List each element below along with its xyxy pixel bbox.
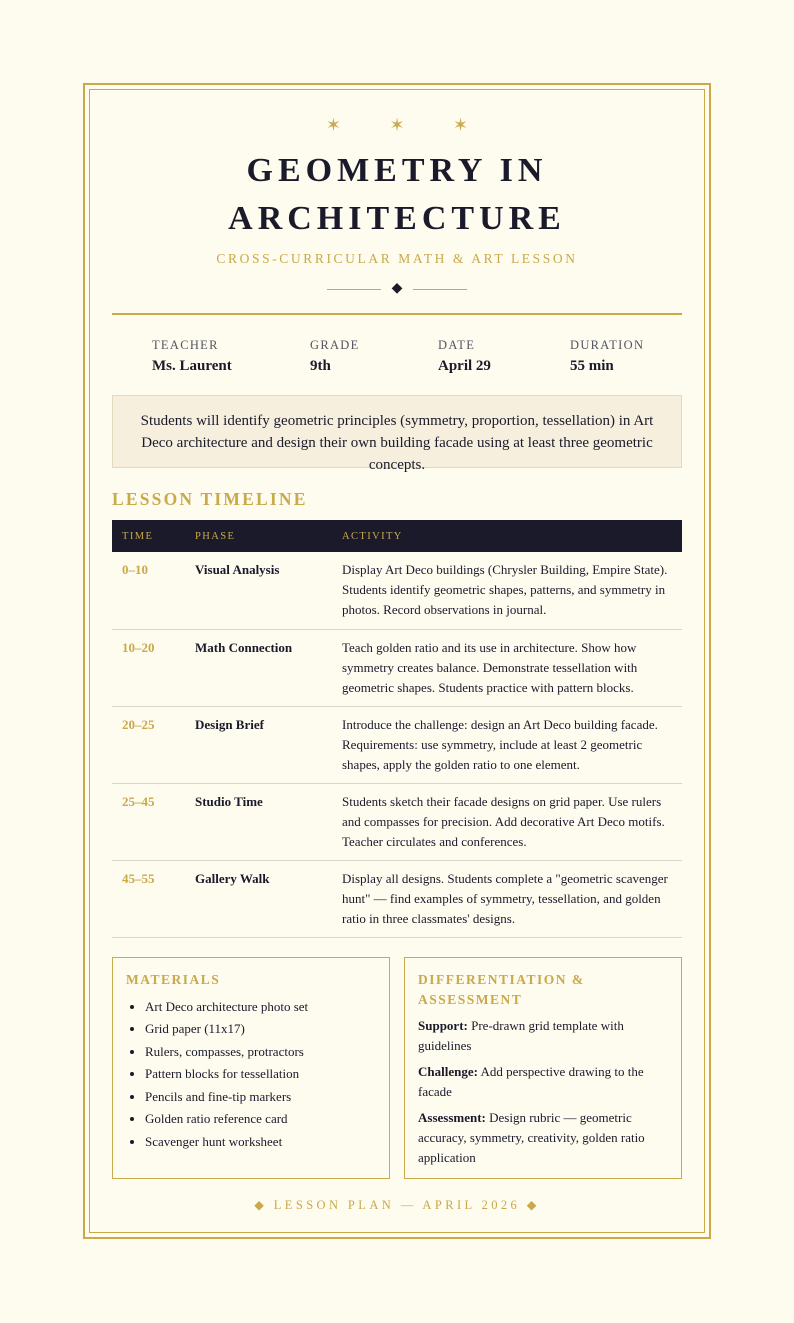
timeline-title: LESSON TIMELINE — [112, 489, 308, 509]
activity-cell: Display all designs. Students complete a "geometric scavenger hunt" — find examples of symmetry, tessellation, and golden ratio in three classmates' designs. — [332, 860, 682, 937]
list-item: • Rulers, compasses, protractors — [145, 1041, 376, 1064]
title-line-1: GEOMETRY IN — [246, 152, 548, 189]
learning-objective: Students will identify geometric principles (symmetry, proportion, tessellation) in Art Deco architecture and design their own building facade using at least three geometric concepts. — [112, 395, 682, 468]
star-ornament-icon: ✶ ✶ ✶ — [325, 115, 491, 135]
phase-cell: Gallery Walk — [185, 860, 332, 937]
support-text: Pre-drawn grid template with guidelines — [418, 1017, 624, 1053]
time-cell: 0–10 — [112, 552, 185, 629]
meta-grade — [310, 337, 360, 376]
table-header-row — [112, 520, 682, 552]
page-title — [112, 147, 682, 243]
lesson-meta — [112, 315, 682, 395]
diamond-icon: ◆ — [391, 281, 403, 296]
time-cell: 45–55 — [112, 860, 185, 937]
column-header-activity: ACTIVITY — [342, 530, 403, 542]
page-footer: ◆ LESSON PLAN — APRIL 2026 ◆ — [254, 1197, 540, 1212]
meta-label: DURATION — [570, 338, 645, 352]
assessment-label: Assessment: — [418, 1109, 486, 1125]
meta-label: TEACHER — [152, 338, 219, 352]
challenge-note — [418, 1062, 668, 1102]
list-item: • Pattern blocks for tessellation — [145, 1063, 376, 1086]
column-header-time: TIME — [122, 530, 154, 542]
info-cards — [112, 957, 682, 1179]
list-item: • Golden ratio reference card — [145, 1108, 376, 1131]
materials-list — [126, 996, 376, 1154]
meta-value: Ms. Laurent — [152, 358, 232, 374]
title-line-2: ARCHITECTURE — [228, 200, 566, 237]
list-item: • Scavenger hunt worksheet — [145, 1131, 376, 1154]
support-label: Support: — [418, 1017, 468, 1033]
assessment-note — [418, 1108, 668, 1168]
table-row — [112, 860, 682, 937]
support-note — [418, 1016, 668, 1056]
divider-line — [327, 289, 381, 290]
activity-cell: Display Art Deco buildings (Chrysler Building, Empire State). Students identify geometric shapes, patterns, and symmetry in photos. Record observations in journal. — [332, 552, 682, 629]
activity-cell: Teach golden ratio and its use in architecture. Show how symmetry creates balance. Demonstrate tessellation with geometric shapes. Students practice with pattern blocks. — [332, 629, 682, 706]
table-row — [112, 552, 682, 629]
list-item: • Pencils and fine-tip markers — [145, 1086, 376, 1109]
table-row — [112, 706, 682, 783]
materials-card — [112, 957, 390, 1179]
differentiation-card — [404, 957, 682, 1179]
materials-title: MATERIALS — [126, 971, 221, 987]
page-subtitle: CROSS-CURRICULAR MATH & ART LESSON — [216, 251, 578, 266]
time-cell: 20–25 — [112, 706, 185, 783]
table-row — [112, 629, 682, 706]
meta-label: GRADE — [310, 338, 360, 352]
meta-label: DATE — [438, 338, 476, 352]
activity-cell: Introduce the challenge: design an Art Deco building facade. Requirements: use symmetry, include at least 2 geometric shapes, apply the golden ratio to one element. — [332, 706, 682, 783]
list-item: • Art Deco architecture photo set — [145, 996, 376, 1019]
divider-ornament — [112, 277, 682, 301]
challenge-label: Challenge: — [418, 1063, 478, 1079]
meta-value: April 29 — [438, 358, 491, 374]
differentiation-title: DIFFERENTIATION & ASSESSMENT — [418, 971, 585, 1007]
phase-cell: Studio Time — [185, 783, 332, 860]
time-cell: 25–45 — [112, 783, 185, 860]
meta-value: 55 min — [570, 358, 614, 374]
column-header-phase: PHASE — [195, 530, 236, 542]
phase-cell: Design Brief — [185, 706, 332, 783]
meta-value: 9th — [310, 358, 331, 374]
list-item: • Grid paper (11x17) — [145, 1018, 376, 1041]
phase-cell: Visual Analysis — [185, 552, 332, 629]
timeline-table — [112, 520, 682, 938]
challenge-text: Add perspective drawing to the facade — [418, 1063, 644, 1099]
table-row — [112, 783, 682, 860]
time-cell: 10–20 — [112, 629, 185, 706]
phase-cell: Math Connection — [185, 629, 332, 706]
lesson-plan — [112, 89, 682, 1214]
meta-teacher — [152, 337, 232, 376]
activity-cell: Students sketch their facade designs on grid paper. Use rulers and compasses for precision. Add decorative Art Deco motifs. Teacher circulates and conferences. — [332, 783, 682, 860]
assessment-text: Design rubric — geometric accuracy, symmetry, creativity, golden ratio application — [418, 1109, 645, 1165]
meta-duration — [570, 337, 644, 376]
meta-date — [438, 337, 491, 376]
divider-line — [413, 289, 467, 290]
